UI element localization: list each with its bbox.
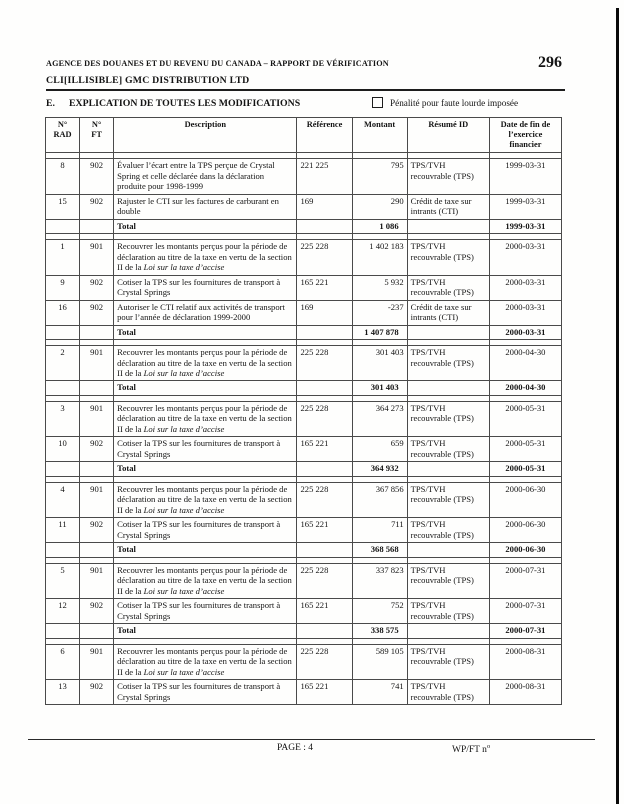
- cell-description: [114, 482, 297, 517]
- cell-ft: 902: [80, 680, 114, 705]
- section-title: EXPLICATION DE TOUTES LES MODIFICATIONS: [69, 98, 301, 109]
- cell-resume: TPS/TVH recouvrable (TPS): [407, 482, 489, 517]
- description-text: Recouvrer les montants perçus pour la période de déclaration au titre de la taxe en vertu de la section II de la: [117, 402, 292, 434]
- description-italic-text: Loi sur la taxe d’accise: [143, 262, 225, 273]
- cell-reference: 221 225: [297, 159, 352, 194]
- column-header: N° RAD: [46, 118, 80, 153]
- cell-rad: 10: [46, 437, 80, 462]
- cell-resume: [407, 543, 489, 557]
- footer-page-label: PAGE : 4: [276, 743, 314, 753]
- cell-reference: [297, 219, 352, 233]
- cell-ft: 902: [80, 159, 114, 194]
- section-letter: E.: [46, 98, 55, 109]
- cell-amount: 5 932: [352, 275, 407, 300]
- header-divider: [46, 89, 565, 91]
- cell-ft: [80, 381, 114, 395]
- cell-rad: 6: [46, 644, 80, 679]
- description-text: Recouvrer les montants perçus pour la période de déclaration au titre de la taxe en vertu de la section II de la: [117, 241, 292, 273]
- cell-ft: 901: [80, 644, 114, 679]
- cell-date: 2000-08-31: [489, 644, 561, 679]
- cell-resume: [407, 624, 489, 638]
- description-italic-text: Loi sur la taxe d’accise: [143, 504, 225, 515]
- cell-resume: TPS/TVH recouvrable (TPS): [407, 437, 489, 462]
- description-text: Évaluer l’écart entre la TPS perçue de Crystal Spring et celle déclarée dans la déclaration produite pour 1998-1999: [117, 160, 275, 192]
- description-text: Cotiser la TPS sur les fournitures de transport à Crystal Springs: [117, 519, 281, 540]
- cell-reference: 225 228: [297, 563, 352, 598]
- table-body: [46, 153, 562, 705]
- cell-date: 2000-07-31: [489, 563, 561, 598]
- column-header: Description: [114, 118, 297, 153]
- cell-ft: 902: [80, 518, 114, 543]
- cell-description: [114, 599, 297, 624]
- cell-date: 1999-03-31: [489, 219, 561, 233]
- cell-rad: 5: [46, 563, 80, 598]
- cell-rad: 2: [46, 346, 80, 381]
- footer-wpft-text: WP/FT n: [452, 745, 487, 756]
- cell-rad: 12: [46, 599, 80, 624]
- cell-rad: 13: [46, 680, 80, 705]
- cell-date: 2000-06-30: [489, 482, 561, 517]
- cell-resume: TPS/TVH recouvrable (TPS): [407, 518, 489, 543]
- cell-description: [114, 194, 297, 219]
- penalty-checkbox-group: [372, 97, 518, 108]
- cell-reference: 225 228: [297, 240, 352, 275]
- cell-date: 2000-06-30: [489, 543, 561, 557]
- cell-description: [114, 240, 297, 275]
- cell-description: Total: [114, 462, 297, 476]
- cell-ft: 902: [80, 275, 114, 300]
- table-row: [46, 680, 562, 705]
- penalty-checkbox-label: Pénalité pour faute lourde imposée: [390, 97, 519, 108]
- cell-reference: 225 228: [297, 644, 352, 679]
- cell-description: Total: [114, 219, 297, 233]
- cell-description: [114, 346, 297, 381]
- cell-resume: TPS/TVH recouvrable (TPS): [407, 346, 489, 381]
- cell-ft: 902: [80, 599, 114, 624]
- cell-description: [114, 680, 297, 705]
- description-italic-text: Loi sur la taxe d’accise: [143, 423, 225, 434]
- description-text: Recouvrer les montants perçus pour la période de déclaration au titre de la taxe en vertu de la section II de la: [117, 347, 292, 378]
- cell-reference: [297, 543, 352, 557]
- cell-date: 2000-05-31: [489, 462, 561, 476]
- cell-amount: 368 568: [352, 543, 407, 557]
- cell-date: 2000-03-31: [489, 275, 561, 300]
- cell-ft: 901: [80, 482, 114, 517]
- cell-resume: TPS/TVH recouvrable (TPS): [407, 240, 489, 275]
- table-row: [46, 401, 562, 436]
- cell-amount: 364 932: [352, 462, 407, 476]
- cell-amount: 659: [352, 437, 407, 462]
- description-italic-text: Loi sur la taxe d’accise: [143, 666, 225, 677]
- cell-amount: 290: [352, 194, 407, 219]
- description-text: Recouvrer les montants perçus pour la période de déclaration au titre de la taxe en vertu de la section II de la: [117, 645, 292, 677]
- cell-reference: 225 228: [297, 346, 352, 381]
- cell-rad: [46, 381, 80, 395]
- total-row: [46, 381, 562, 395]
- cell-ft: 901: [80, 240, 114, 275]
- agency-header: AGENCE DES DOUANES ET DU REVENU DU CANADA – RAPPORT DE VÉRIFICATION: [46, 59, 389, 68]
- cell-resume: [407, 462, 489, 476]
- table-row: [46, 644, 562, 679]
- cell-description: [114, 563, 297, 598]
- table-row: [46, 159, 562, 194]
- cell-amount: 589 105: [352, 644, 407, 679]
- cell-rad: 8: [46, 159, 80, 194]
- table-row: [46, 437, 562, 462]
- total-row: [46, 624, 562, 638]
- cell-reference: 165 221: [297, 680, 352, 705]
- cell-description: [114, 401, 297, 436]
- cell-reference: 165 221: [297, 275, 352, 300]
- cell-resume: TPS/TVH recouvrable (TPS): [407, 599, 489, 624]
- cell-rad: 15: [46, 194, 80, 219]
- cell-ft: [80, 543, 114, 557]
- cell-date: 2000-04-30: [489, 346, 561, 381]
- cell-description: Total: [114, 325, 297, 339]
- cell-ft: 902: [80, 300, 114, 325]
- cell-ft: [80, 325, 114, 339]
- table-row: [46, 563, 562, 598]
- table-row: [46, 346, 562, 381]
- column-header: N° FT: [80, 118, 114, 153]
- cell-rad: 11: [46, 518, 80, 543]
- cell-date: 2000-04-30: [489, 381, 561, 395]
- cell-description: [114, 644, 297, 679]
- cell-amount: 741: [352, 680, 407, 705]
- cell-rad: 1: [46, 240, 80, 275]
- cell-reference: 225 228: [297, 482, 352, 517]
- total-row: [46, 219, 562, 233]
- cell-date: 2000-03-31: [489, 300, 561, 325]
- cell-ft: 901: [80, 563, 114, 598]
- cell-resume: TPS/TVH recouvrable (TPS): [407, 563, 489, 598]
- cell-reference: [297, 325, 352, 339]
- cell-ft: [80, 624, 114, 638]
- cell-ft: 901: [80, 401, 114, 436]
- cell-date: 2000-05-31: [489, 401, 561, 436]
- cell-reference: 165 221: [297, 437, 352, 462]
- cell-resume: TPS/TVH recouvrable (TPS): [407, 159, 489, 194]
- cell-reference: 169: [297, 300, 352, 325]
- cell-reference: [297, 624, 352, 638]
- cell-reference: 165 221: [297, 599, 352, 624]
- cell-rad: [46, 624, 80, 638]
- company-name: CLI[ILLISIBLE] GMC DISTRIBUTION LTD: [46, 75, 250, 86]
- description-text: Rajuster le CTI sur les factures de carburant en double: [117, 195, 279, 217]
- total-row: [46, 543, 562, 557]
- cell-amount: 795: [352, 159, 407, 194]
- cell-rad: [46, 219, 80, 233]
- cell-amount: -237: [352, 300, 407, 325]
- cell-resume: TPS/TVH recouvrable (TPS): [407, 644, 489, 679]
- cell-resume: Crédit de taxe sur intrants (CTI): [407, 300, 489, 325]
- cell-date: 2000-07-31: [489, 624, 561, 638]
- cell-amount: 1 086: [352, 219, 407, 233]
- modifications-table: [45, 117, 562, 705]
- cell-reference: [297, 462, 352, 476]
- cell-description: [114, 437, 297, 462]
- column-header: Référence: [297, 118, 352, 153]
- description-text: Autoriser le CTI relatif aux activités de transport pour l’année de déclaration 1999-2000: [117, 301, 285, 323]
- table-row: [46, 275, 562, 300]
- cell-resume: [407, 219, 489, 233]
- column-header: Montant: [352, 118, 407, 153]
- cell-reference: [297, 381, 352, 395]
- header-row: [46, 118, 562, 153]
- table-row: [46, 300, 562, 325]
- cell-description: [114, 159, 297, 194]
- cell-ft: [80, 219, 114, 233]
- cell-description: Total: [114, 381, 297, 395]
- footer-divider: [28, 739, 595, 740]
- cell-amount: 338 575: [352, 624, 407, 638]
- cell-date: 1999-03-31: [489, 159, 561, 194]
- column-header: Date de fin de l’exercice financier: [489, 118, 561, 153]
- cell-resume: TPS/TVH recouvrable (TPS): [407, 275, 489, 300]
- description-italic-text: Loi sur la taxe d’accise: [143, 367, 225, 378]
- table-row: [46, 599, 562, 624]
- cell-date: 2000-05-31: [489, 437, 561, 462]
- page-number: 296: [538, 54, 562, 71]
- cell-description: Total: [114, 624, 297, 638]
- cell-description: [114, 300, 297, 325]
- cell-resume: TPS/TVH recouvrable (TPS): [407, 680, 489, 705]
- table-head: [46, 118, 562, 153]
- cell-reference: 225 228: [297, 401, 352, 436]
- cell-rad: 9: [46, 275, 80, 300]
- cell-ft: 901: [80, 346, 114, 381]
- table-row: [46, 240, 562, 275]
- cell-amount: 301 403: [352, 346, 407, 381]
- cell-amount: 301 403: [352, 381, 407, 395]
- cell-ft: 902: [80, 437, 114, 462]
- description-text: Cotiser la TPS sur les fournitures de transport à Crystal Springs: [117, 276, 281, 298]
- footer-wpft-label: [452, 743, 490, 755]
- description-text: Cotiser la TPS sur les fournitures de transport à Crystal Springs: [117, 681, 281, 702]
- cell-amount: 711: [352, 518, 407, 543]
- cell-amount: 752: [352, 599, 407, 624]
- cell-date: 1999-03-31: [489, 194, 561, 219]
- description-text: Recouvrer les montants perçus pour la période de déclaration au titre de la taxe en vertu de la section II de la: [117, 564, 292, 596]
- cell-date: 2000-03-31: [489, 240, 561, 275]
- footer-wpft-sup: o: [486, 743, 491, 750]
- cell-amount: 1 407 878: [352, 325, 407, 339]
- cell-date: 2000-07-31: [489, 599, 561, 624]
- column-header: Résumé ID: [407, 118, 489, 153]
- cell-description: Total: [114, 543, 297, 557]
- cell-resume: TPS/TVH recouvrable (TPS): [407, 401, 489, 436]
- table-row: [46, 482, 562, 517]
- total-row: [46, 325, 562, 339]
- cell-reference: 169: [297, 194, 352, 219]
- cell-date: 2000-06-30: [489, 518, 561, 543]
- description-text: Recouvrer les montants perçus pour la période de déclaration au titre de la taxe en vertu de la section II de la: [117, 483, 292, 515]
- cell-ft: 902: [80, 194, 114, 219]
- cell-resume: [407, 381, 489, 395]
- cell-rad: [46, 543, 80, 557]
- description-text: Cotiser la TPS sur les fournitures de transport à Crystal Springs: [117, 438, 281, 459]
- cell-description: [114, 518, 297, 543]
- cell-ft: [80, 462, 114, 476]
- cell-rad: 16: [46, 300, 80, 325]
- cell-description: [114, 275, 297, 300]
- cell-rad: [46, 462, 80, 476]
- cell-rad: 3: [46, 401, 80, 436]
- cell-date: 2000-03-31: [489, 325, 561, 339]
- cell-reference: 165 221: [297, 518, 352, 543]
- cell-amount: 367 856: [352, 482, 407, 517]
- cell-amount: 364 273: [352, 401, 407, 436]
- table-row: [46, 194, 562, 219]
- cell-rad: [46, 325, 80, 339]
- cell-resume: [407, 325, 489, 339]
- description-italic-text: Loi sur la taxe d’accise: [143, 585, 225, 596]
- cell-amount: 337 823: [352, 563, 407, 598]
- cell-amount: 1 402 183: [352, 240, 407, 275]
- table-row: [46, 518, 562, 543]
- total-row: [46, 462, 562, 476]
- cell-resume: Crédit de taxe sur intrants (CTI): [407, 194, 489, 219]
- cell-date: 2000-08-31: [489, 680, 561, 705]
- description-text: Cotiser la TPS sur les fournitures de transport à Crystal Springs: [117, 600, 281, 621]
- penalty-checkbox: [372, 97, 383, 108]
- cell-rad: 4: [46, 482, 80, 517]
- scan-edge-artifact: [616, 8, 619, 804]
